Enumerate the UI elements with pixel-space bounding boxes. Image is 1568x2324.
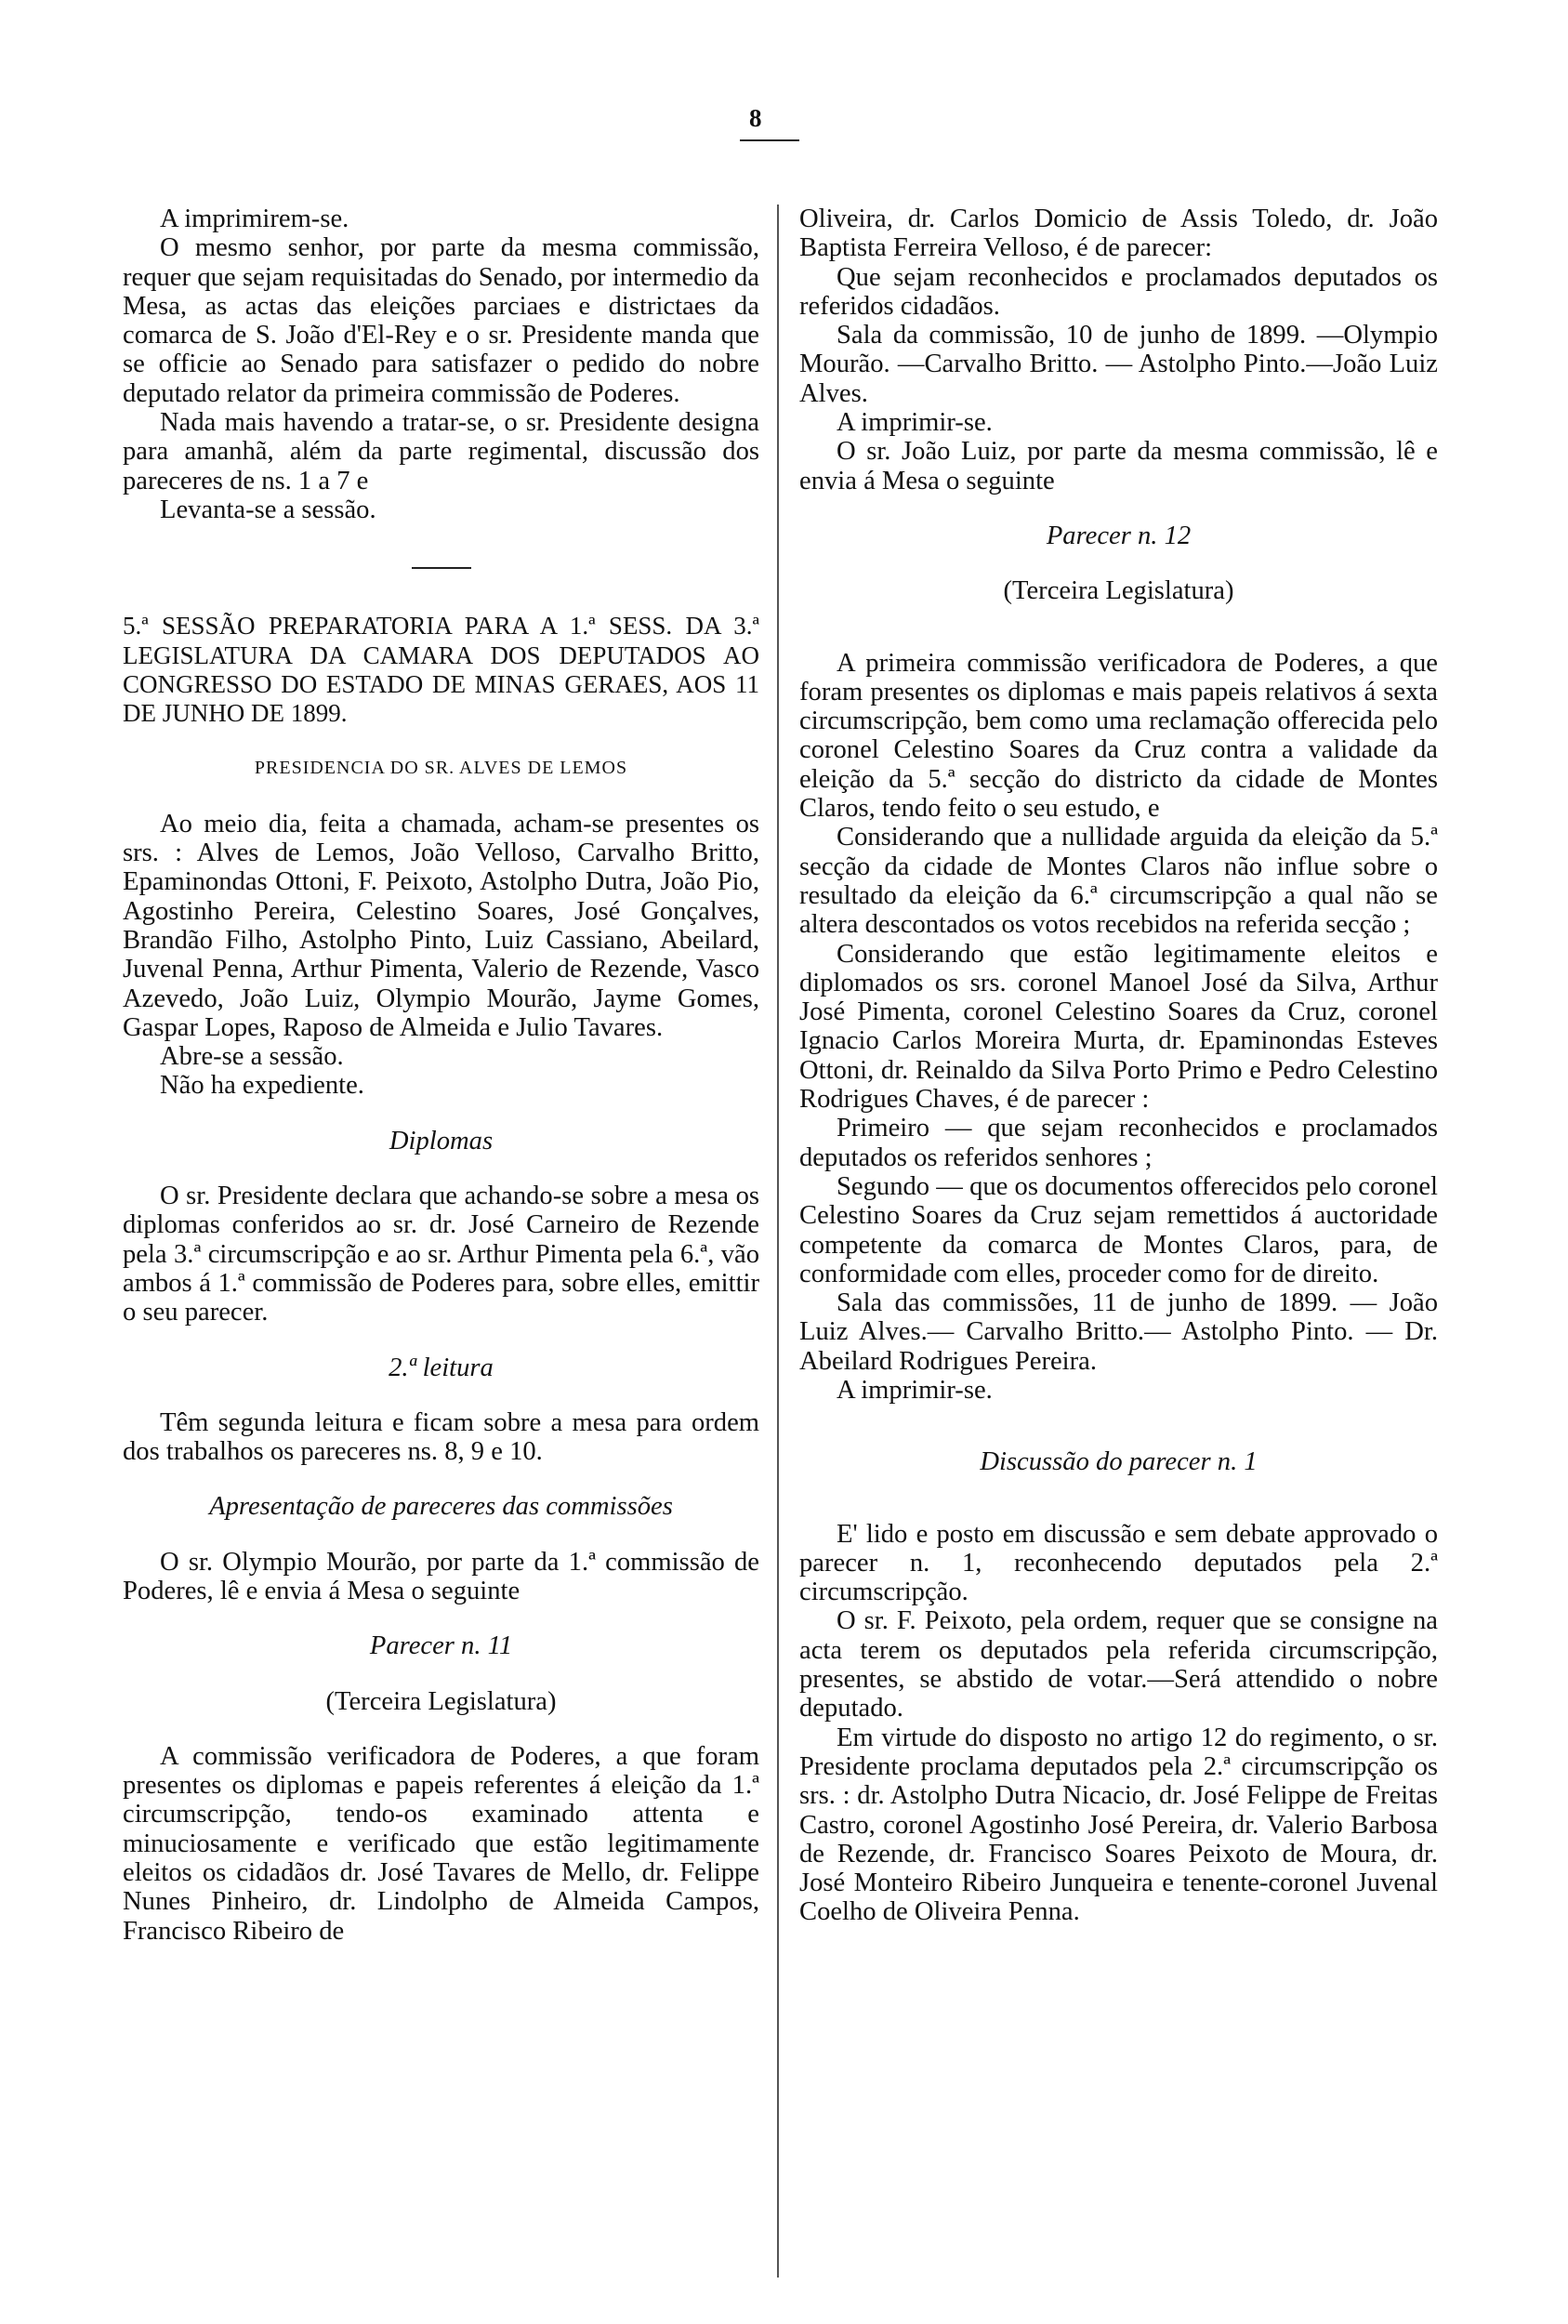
- paragraph: Sala da commissão, 10 de junho de 1899. —Olympio Mourão. —Carvalho Britto. — Astolpho Pinto.—João Luiz Alves.: [799, 321, 1438, 408]
- right-column: [799, 205, 1438, 1927]
- paragraph: Oliveira, dr. Carlos Domicio de Assis Toledo, dr. João Baptista Ferreira Velloso, é de parecer:: [799, 205, 1438, 263]
- legislatura-heading: (Terceira Legislatura): [325, 1686, 557, 1716]
- paragraph: Que sejam reconhecidos e proclamados deputados os referidos cidadãos.: [799, 262, 1438, 321]
- paragraph: Primeiro — que sejam reconhecidos e proclamados deputados os referidos senhores ;: [799, 1114, 1438, 1172]
- page-number-rule: [740, 139, 799, 141]
- paragraph: E' lido e posto em discussão e sem debate approvado o parecer n. 1, reconhecendo deputados pela 2.ª circumscripção.: [799, 1519, 1438, 1607]
- paragraph: A commissão verificadora de Poderes, a que foram presentes os diplomas e papeis referentes á eleição da 1.ª circumscripção, tendo-os examinado attenta e minuciosamente e verificado que estão legitimamente eleitos os cidadãos dr. José Tavares de Mello, dr. Felippe Nunes Pinheiro, dr. Lindolpho de Almeida Campos, Francisco Ribeiro de: [123, 1741, 759, 1946]
- section-heading: Discussão do parecer n. 1: [980, 1447, 1258, 1477]
- paragraph: Segundo — que os documentos offerecidos pelo coronel Celestino Soares da Cruz sejam remettidos á auctoridade competente da comarca de Montes Claros, para, de conformidade com elles, proceder como for de direito.: [799, 1171, 1438, 1288]
- session-title: 5.ª SESSÃO PREPARATORIA PARA A 1.ª SESS. DA 3.ª LEGISLATURA DA CAMARA DOS DEPUTADOS AO CONGRESSO DO ESTADO DE MINAS GERAES, AOS 11 DE JUNHO DE 1899.: [123, 612, 759, 728]
- paragraph: Considerando que estão legitimamente eleitos e diplomados os srs. coronel Manoel José da Silva, Arthur José Pimenta, coronel Celestino Soares da Cruz, coronel Ignacio Carlos Moreira Murta, dr. Epaminondas Esteves Ottoni, dr. Reinaldo da Silva Porto Primo e Pedro Celestino Rodrigues Chaves, é de parecer :: [799, 939, 1438, 1115]
- section-heading: 2.ª leitura: [389, 1353, 494, 1382]
- section-heading: Apresentação de pareceres das commissões: [209, 1492, 673, 1522]
- column-divider: [777, 205, 779, 2278]
- section-divider: [412, 567, 471, 569]
- legislatura-heading: (Terceira Legislatura): [1003, 576, 1234, 606]
- paragraph: Ao meio dia, feita a chamada, acham-se presentes os srs. : Alves de Lemos, João Velloso, Carvalho Britto, Epaminondas Ottoni, F. Peixoto, Astolpho Dutra, João Pio, Agostinho Pereira, Celestino Soares, José Gonçalves, Brandão Filho, Astolpho Pinto, Luiz Cassiano, Abeilard, Juvenal Penna, Arthur Pimenta, Valerio de Rezende, Vasco Azevedo, João Luiz, Olympio Mourão, Jayme Gomes, Gaspar Lopes, Raposo de Almeida e Julio Tavares.: [123, 809, 759, 1042]
- left-column: [123, 205, 759, 1946]
- paragraph: Não ha expediente.: [160, 1071, 364, 1101]
- paragraph: A primeira commissão verificadora de Poderes, a que foram presentes os diplomas e mais papeis relativos á sexta circumscripção, bem como uma reclamação offerecida pelo coronel Celestino Soares da Cruz contra a validade da eleição da 5.ª secção do districto da cidade de Montes Claros, tendo feito o seu estudo, e: [799, 648, 1438, 824]
- paragraph: O mesmo senhor, por parte da mesma commissão, requer que sejam requisitadas do Senado, por intermedio da Mesa, as actas das eleições parciaes e districtaes da comarca de S. João d'El-Rey e o sr. Presidente manda que se officie ao Senado para satisfazer o pedido do nobre deputado relator da primeira commissão de Poderes.: [123, 233, 759, 408]
- parecer-heading: Parecer n. 12: [1046, 521, 1192, 550]
- paragraph: Sala das commissões, 11 de junho de 1899. — João Luiz Alves.— Carvalho Britto.— Astolpho Pinto. — Dr. Abeilard Rodrigues Pereira.: [799, 1288, 1438, 1376]
- paragraph: O sr. Presidente declara que achando-se sobre a mesa os diplomas conferidos ao sr. dr. José Carneiro de Rezende pela 3.ª circumscripção e ao sr. Arthur Pimenta pela 6.ª, vão ambos á 1.ª commissão de Poderes para, sobre elles, emittir o seu parecer.: [123, 1182, 759, 1327]
- paragraph: Levanta-se a sessão.: [160, 495, 376, 524]
- paragraph: Considerando que a nullidade arguida da eleição da 5.ª secção da cidade de Montes Claros não influe sobre o resultado da eleição da 6.ª circumscripção a qual não se altera descontados os votos recebidos na referida secção ;: [799, 823, 1438, 940]
- paragraph: O sr. Olympio Mourão, por parte da 1.ª commissão de Poderes, lê e envia á Mesa o seguinte: [123, 1547, 759, 1605]
- paragraph: Têm segunda leitura e ficam sobre a mesa para ordem dos trabalhos os pareceres ns. 8, 9 e 10.: [123, 1407, 759, 1467]
- paragraph: Abre-se a sessão.: [160, 1042, 344, 1072]
- paragraph: Em virtude do disposto no artigo 12 do regimento, o sr. Presidente proclama deputados pela 2.ª circumscripção os srs. : dr. Astolpho Dutra Nicacio, dr. José Felippe de Freitas Castro, coronel Agostinho José Pereira, dr. Valerio Barbosa de Rezende, dr. Francisco Soares Peixoto de Moura, dr. José Monteiro Ribeiro Junqueira e tenente-coronel Juvenal Coelho de Oliveira Penna.: [799, 1723, 1438, 1927]
- paragraph: A imprimir-se.: [837, 408, 993, 438]
- paragraph: Nada mais havendo a tratar-se, o sr. Presidente designa para amanhã, além da parte regimental, discussão dos pareceres de ns. 1 a 7 e: [123, 408, 759, 495]
- paragraph: A imprimirem-se.: [160, 205, 349, 233]
- page-number: 8: [749, 104, 762, 132]
- parecer-heading: Parecer n. 11: [369, 1631, 513, 1661]
- paragraph: O sr. F. Peixoto, pela ordem, requer que se consigne na acta terem os deputados pela referida circumscripção, presentes, se abstido de votar.—Será attendido o nobre deputado.: [799, 1606, 1438, 1723]
- section-heading: Diplomas: [389, 1126, 494, 1155]
- presidency-heading: PRESIDENCIA DO SR. ALVES DE LEMOS: [254, 758, 628, 779]
- paragraph: A imprimir-se.: [837, 1375, 993, 1405]
- paragraph: O sr. João Luiz, por parte da mesma commissão, lê e envia á Mesa o seguinte: [799, 437, 1438, 495]
